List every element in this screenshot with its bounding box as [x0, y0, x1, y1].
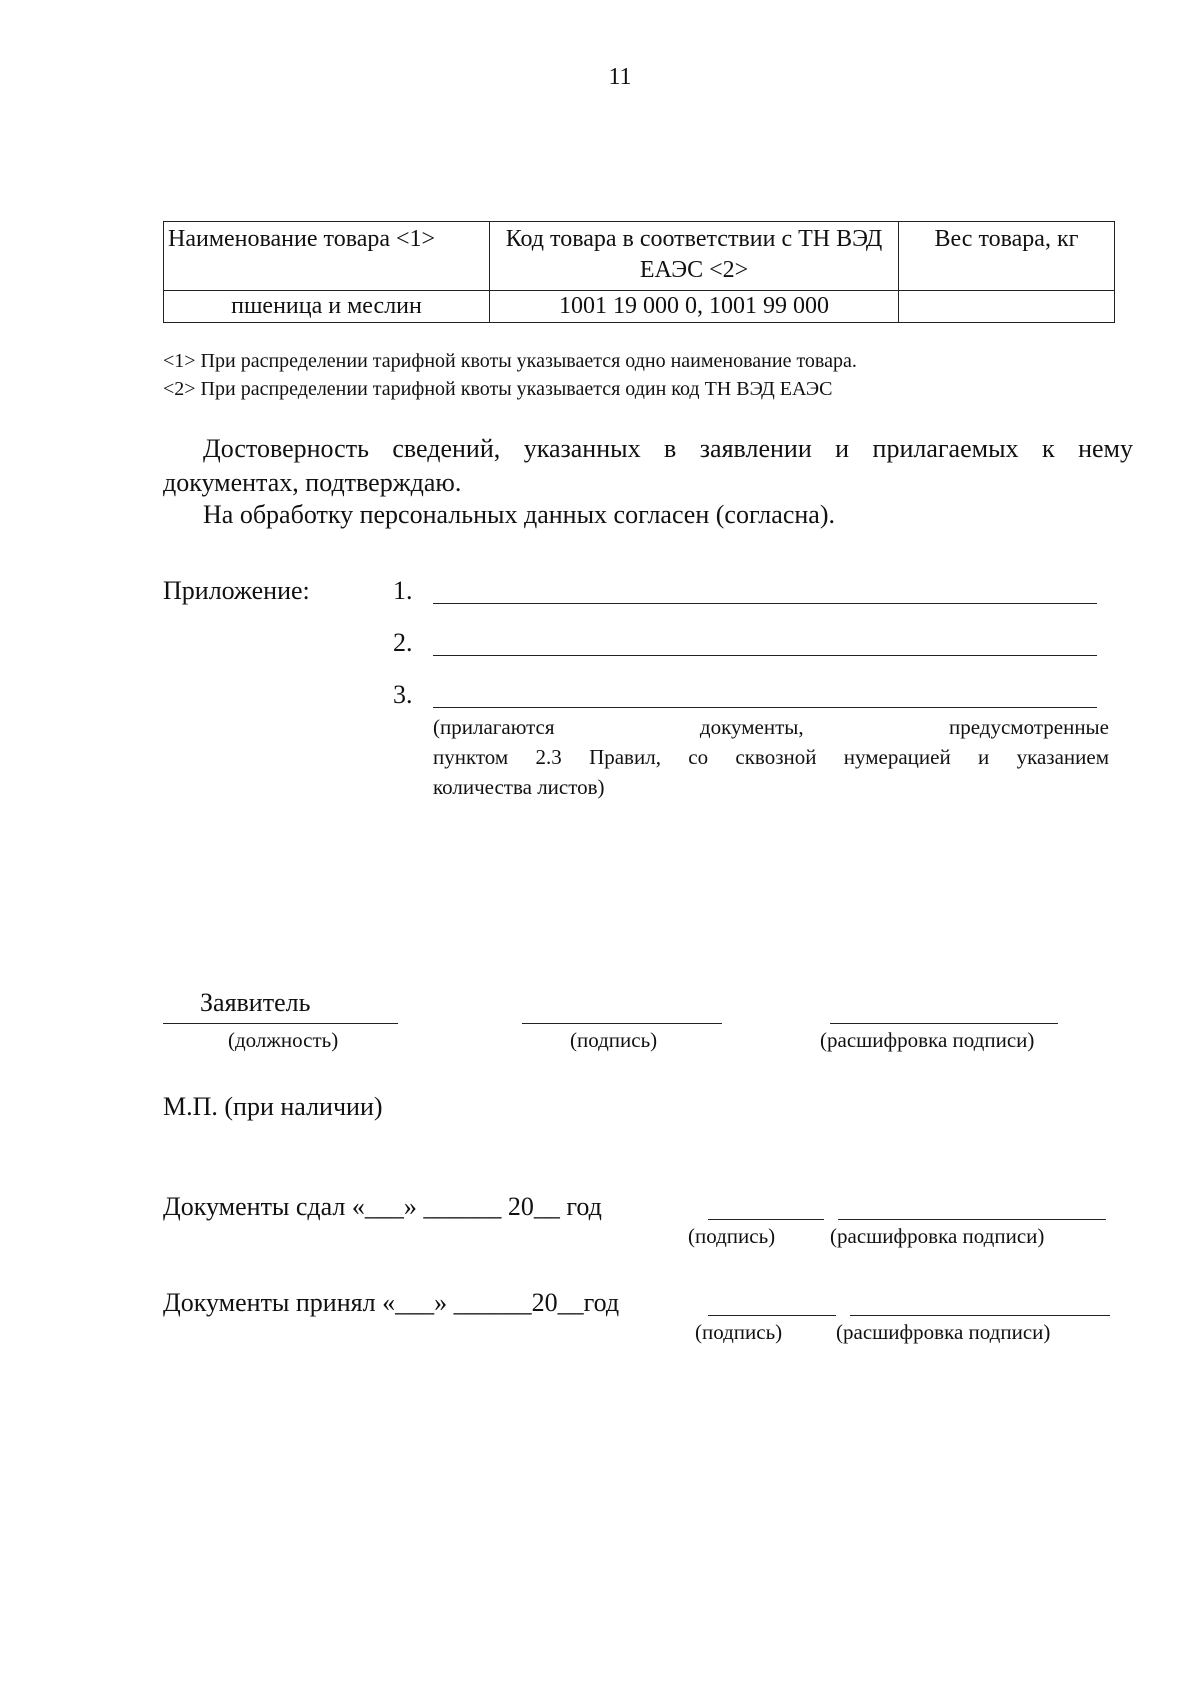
received-decoding-caption: (расшифровка подписи)	[836, 1320, 1051, 1344]
cell-goods-weight	[899, 291, 1115, 323]
received-text: Документы принял «___» ______20__год	[163, 1288, 620, 1317]
submitted-signature-caption: (подпись)	[688, 1224, 776, 1248]
table-row	[164, 291, 1115, 323]
attachments-label: Приложение:	[163, 576, 310, 605]
position-caption: (должность)	[228, 1028, 339, 1052]
attachments-note-line-3: количества листов)	[433, 775, 605, 799]
applicant-label: Заявитель	[200, 988, 311, 1017]
cell-goods-code: 1001 19 000 0, 1001 99 000	[490, 291, 899, 323]
cell-goods-name: пшеница и меслин	[164, 291, 490, 323]
decoding-caption: (расшифровка подписи)	[820, 1028, 1035, 1052]
footnote-2: <2> При распределении тарифной квоты указывается один код ТН ВЭД ЕАЭС	[163, 378, 833, 400]
submitted-decoding-caption: (расшифровка подписи)	[830, 1224, 1045, 1248]
submitted-signature-line	[708, 1219, 824, 1220]
received-signature-line	[708, 1315, 836, 1316]
position-line	[163, 1023, 398, 1024]
consent-text: На обработку персональных данных согласен (согласна).	[203, 500, 835, 529]
footnote-1: <1> При распределении тарифной квоты указывается одно наименование товара.	[163, 350, 857, 372]
declaration-line-1: Достоверность сведений, указанных в заявлении и прилагаемых к нему	[203, 434, 1133, 463]
table-header-row	[164, 222, 1115, 291]
attachment-number-3: 3.	[393, 680, 413, 709]
declaration-line-2: документах, подтверждаю.	[163, 468, 462, 497]
signature-caption: (подпись)	[570, 1028, 658, 1052]
attachments-note-line-1: (прилагаются документы, предусмотренные	[433, 715, 1109, 739]
received-decoding-line	[850, 1315, 1110, 1316]
attachment-number-1: 1.	[393, 576, 413, 605]
received-signature-caption: (подпись)	[695, 1320, 783, 1344]
attachment-line-2	[433, 655, 1097, 656]
attachment-line-3	[433, 707, 1097, 708]
submitted-text: Документы сдал «___» ______ 20__ год	[163, 1192, 602, 1221]
attachment-number-2: 2.	[393, 628, 413, 657]
attachment-line-1	[433, 603, 1097, 604]
signature-line	[522, 1023, 722, 1024]
header-goods-weight: Вес товара, кг	[899, 222, 1115, 291]
stamp-label: М.П. (при наличии)	[163, 1092, 383, 1121]
header-goods-name: Наименование товара <1>	[164, 222, 490, 291]
submitted-decoding-line	[838, 1219, 1106, 1220]
goods-table	[163, 221, 1115, 323]
page-number: 11	[608, 64, 632, 90]
header-goods-code: Код товара в соответствии с ТН ВЭД ЕАЭС <2>	[490, 222, 899, 291]
decoding-line	[830, 1023, 1058, 1024]
attachments-note-line-2: пунктом 2.3 Правил, со сквозной нумерацией и указанием	[433, 745, 1109, 769]
